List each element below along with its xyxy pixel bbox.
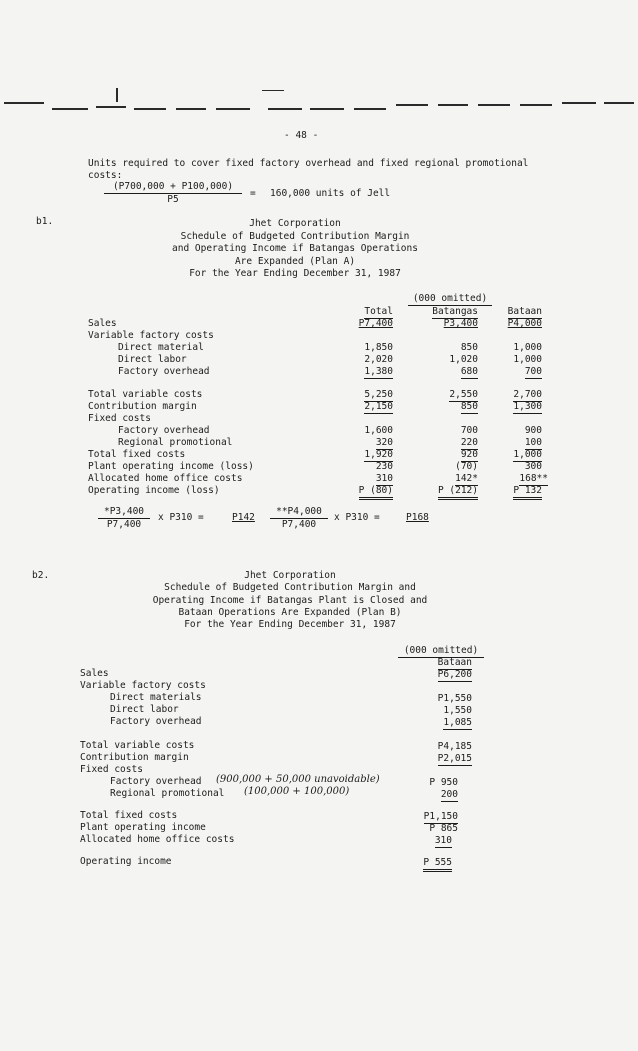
b1-cell-batangas: 700 <box>460 425 478 436</box>
b1-omitted-header: (000 omitted) <box>408 293 492 306</box>
intro-line-2: costs: <box>88 170 123 181</box>
handwritten-promo-note: (100,000 + 100,000) <box>244 786 350 797</box>
b2-row-label: Direct labor <box>110 704 179 715</box>
footnote-numerator: **P4,000 <box>270 506 328 519</box>
b2-row-label: Contribution margin <box>80 752 189 763</box>
b1-cell-bataan: 1,300 <box>513 401 542 412</box>
b1-cell-bataan: P 132 <box>513 485 542 500</box>
b2-row-label: Sales <box>80 668 109 679</box>
intro-denominator: P5 <box>167 194 179 205</box>
b1-cell-total: 2,020 <box>364 354 393 365</box>
b2-row-label: Plant operating income <box>80 822 206 833</box>
section-b2-label: b2. <box>32 570 50 581</box>
b2-cell-bataan: P2,015 <box>437 753 472 764</box>
page-number: - 48 - <box>284 130 319 141</box>
b2-row-label: Factory overhead <box>110 716 202 727</box>
b1-header-bataan: Bataan <box>507 306 542 317</box>
intro-numerator: (P700,000 + P100,000) <box>104 181 242 194</box>
b1-row-label: Direct material <box>118 342 204 353</box>
intro-line-1: Units required to cover fixed factory overhead and fixed regional promotional <box>88 158 529 169</box>
b1-cell-total: 2,150 <box>364 401 393 412</box>
b1-cell-total: 5,250 <box>364 389 393 400</box>
intro-equals: = <box>250 188 256 199</box>
b1-cell-batangas: 680 <box>460 366 478 377</box>
b1-cell-bataan: 1,000 <box>513 449 542 460</box>
b1-cell-bataan: 100 <box>524 437 542 448</box>
b1-cell-batangas: 920 <box>460 449 478 460</box>
b2-omitted-header: (000 omitted) <box>398 645 484 658</box>
b2-cell-bataan: 200 <box>440 789 458 800</box>
b1-cell-bataan: P4,000 <box>507 318 542 329</box>
b1-header-batangas: Batangas <box>432 306 478 317</box>
b1-title-line: For the Year Ending December 31, 1987 <box>189 268 401 279</box>
b1-title-line: Jhet Corporation <box>249 218 341 229</box>
b1-row-label: Contribution margin <box>88 401 197 412</box>
b1-row-label: Factory overhead <box>118 425 210 436</box>
b1-cell-batangas: 220 <box>460 437 478 448</box>
b2-cell-bataan: P 555 <box>423 857 452 872</box>
b1-row-label: Total variable costs <box>88 389 203 400</box>
b2-cell-bataan: P4,185 <box>437 741 472 752</box>
b2-cell-bataan: 310 <box>434 835 452 846</box>
b1-title-line: Are Expanded (Plan A) <box>234 256 356 267</box>
b2-row-label: Fixed costs <box>80 764 143 775</box>
b2-title-line: Operating Income if Batangas Plant is Closed and <box>152 595 428 606</box>
footnote-result: P168 <box>406 512 429 523</box>
b2-title-line: For the Year Ending December 31, 1987 <box>184 619 396 630</box>
b1-cell-total: 1,850 <box>364 342 393 353</box>
b2-row-label: Factory overhead <box>110 776 202 787</box>
b1-cell-bataan: 2,700 <box>513 389 542 400</box>
b2-title-line: Bataan Operations Are Expanded (Plan B) <box>178 607 402 618</box>
footnote-denominator: P7,400 <box>281 519 317 530</box>
b1-cell-bataan: 700 <box>524 366 542 377</box>
b2-header-bataan: Bataan <box>437 657 472 668</box>
b1-cell-total: P7,400 <box>358 318 393 329</box>
footnote-fraction-1 <box>98 506 150 531</box>
b1-cell-batangas: 142* <box>455 473 478 484</box>
b2-cell-bataan: P1,150 <box>423 811 458 822</box>
b2-cell-bataan: 1,085 <box>443 717 472 728</box>
b1-cell-bataan: 168** <box>519 473 548 484</box>
section-b1-label: b1. <box>36 216 54 227</box>
b1-header-total: Total <box>364 306 393 317</box>
b2-row-label: Operating income <box>80 856 172 867</box>
b2-row-label: Total variable costs <box>80 740 195 751</box>
b2-cell-bataan: P 865 <box>429 823 458 834</box>
b1-cell-bataan: 300 <box>524 461 542 472</box>
b2-row-label: Total fixed costs <box>80 810 178 821</box>
b1-cell-batangas: P3,400 <box>443 318 478 329</box>
b1-row-label: Total fixed costs <box>88 449 186 460</box>
footnote-fraction-2 <box>270 506 328 531</box>
b1-row-label: Allocated home office costs <box>88 473 243 484</box>
b1-cell-total: P (80) <box>359 485 393 500</box>
b1-row-label: Factory overhead <box>118 366 210 377</box>
b1-cell-batangas: P (212) <box>438 485 478 500</box>
footnote-denominator: P7,400 <box>106 519 142 530</box>
b1-cell-batangas: 2,550 <box>449 389 478 400</box>
b1-cell-batangas: 850 <box>460 342 478 353</box>
handwritten-overhead-note: (900,000 + 50,000 unavoidable) <box>216 774 380 785</box>
intro-fraction <box>104 181 242 206</box>
footnote-multiplier: x P310 = <box>334 512 380 523</box>
b1-cell-batangas: 850 <box>460 401 478 412</box>
b1-row-label: Plant operating income (loss) <box>88 461 254 472</box>
intro-result: 160,000 units of Jell <box>270 188 391 199</box>
b1-cell-total: 1,920 <box>364 449 393 460</box>
b1-cell-total: 320 <box>375 437 393 448</box>
b1-title-line: and Operating Income if Batangas Operations <box>172 243 418 254</box>
b1-row-label: Variable factory costs <box>88 330 214 341</box>
b1-cell-batangas: (70) <box>455 461 478 472</box>
b1-cell-bataan: 1,000 <box>513 354 542 365</box>
b1-cell-bataan: 900 <box>524 425 542 436</box>
b1-cell-bataan: 1,000 <box>513 342 542 353</box>
b1-cell-batangas: 1,020 <box>449 354 478 365</box>
b2-row-label: Variable factory costs <box>80 680 206 691</box>
b2-cell-bataan: P1,550 <box>437 693 472 704</box>
b2-title-line: Jhet Corporation <box>244 570 336 581</box>
footnote-numerator: *P3,400 <box>98 506 150 519</box>
b1-cell-total: 1,600 <box>364 425 393 436</box>
b1-row-label: Sales <box>88 318 117 329</box>
b1-title-line: Schedule of Budgeted Contribution Margin <box>180 231 410 242</box>
b2-row-label: Direct materials <box>110 692 202 703</box>
footnote-result: P142 <box>232 512 255 523</box>
b1-row-label: Fixed costs <box>88 413 151 424</box>
b1-cell-total: 310 <box>375 473 393 484</box>
b2-cell-bataan: 1,550 <box>443 705 472 716</box>
b2-cell-bataan: P 950 <box>429 777 458 788</box>
b2-row-label: Regional promotional <box>110 788 225 799</box>
footnote-multiplier: x P310 = <box>158 512 204 523</box>
b1-row-label: Direct labor <box>118 354 187 365</box>
b2-title-line: Schedule of Budgeted Contribution Margin and <box>164 582 416 593</box>
b2-row-label: Allocated home office costs <box>80 834 235 845</box>
b1-row-label: Operating income (loss) <box>88 485 220 496</box>
b1-cell-total: 230 <box>375 461 393 472</box>
b1-row-label: Regional promotional <box>118 437 233 448</box>
b2-cell-bataan: P6,200 <box>437 669 472 680</box>
b1-cell-total: 1,380 <box>364 366 393 377</box>
